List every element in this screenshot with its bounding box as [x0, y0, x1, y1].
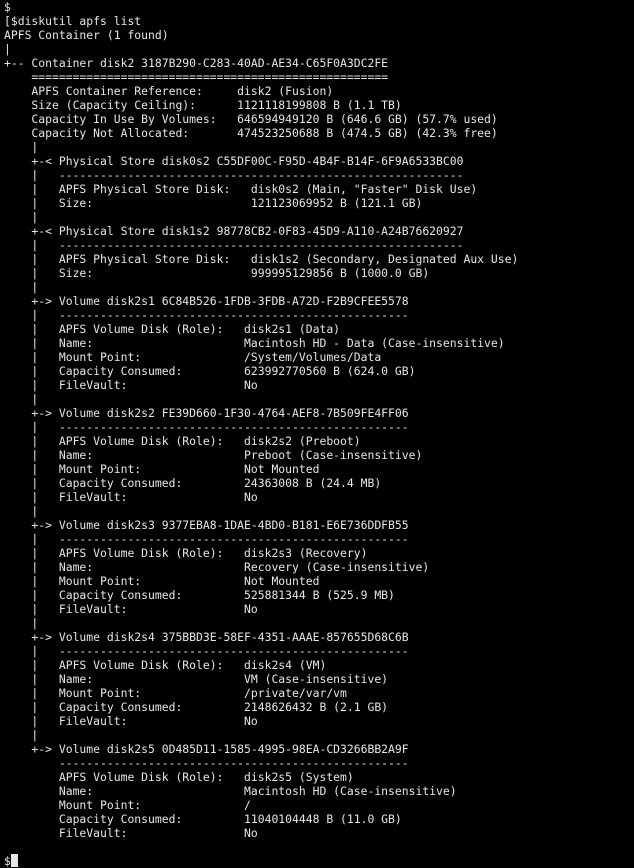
- terminal-line: | Capacity Consumed: 623992770560 B (624.0 GB): [4, 364, 416, 378]
- terminal-line: +-> Volume disk2s4 375BBD3E-58EF-4351-AAAE-857655D68C6B: [4, 630, 409, 644]
- terminal-line: APFS Volume Disk (Role): disk2s5 (System): [4, 770, 354, 784]
- terminal-line: |: [4, 210, 39, 224]
- terminal-line: | Size: 121123069952 B (121.1 GB): [4, 196, 423, 210]
- terminal-line: | APFS Volume Disk (Role): disk2s1 (Data): [4, 322, 341, 336]
- terminal-line: | FileVault: No: [4, 714, 258, 728]
- terminal-line: +-> Volume disk2s1 6C84B526-1FDB-3FDB-A72D-F2B9CFEE5578: [4, 294, 409, 308]
- terminal-line: +-> Volume disk2s5 0D485D11-1585-4995-98EA-CD3266BB2A9F: [4, 742, 409, 756]
- terminal-line: ====================================================: [4, 70, 389, 84]
- terminal-line: FileVault: No: [4, 826, 258, 840]
- terminal-line: | Size: 999995129856 B (1000.0 GB): [4, 266, 430, 280]
- terminal-line: +-> Volume disk2s3 9377EBA8-1DAE-4BD0-B181-E6E736DDFB55: [4, 518, 409, 532]
- terminal-line: Size (Capacity Ceiling): 1121118199808 B (1.1 TB): [4, 98, 402, 112]
- terminal-line: |: [4, 504, 39, 518]
- terminal-line: |: [4, 616, 39, 630]
- terminal-line: |: [4, 728, 39, 742]
- terminal-line: | Capacity Consumed: 2148626432 B (2.1 GB): [4, 700, 389, 714]
- terminal-line: | ---------------------------------------------------: [4, 532, 409, 546]
- terminal-line: | FileVault: No: [4, 602, 258, 616]
- terminal-line: | -----------------------------------------------------------: [4, 168, 464, 182]
- prompt-text: $: [4, 854, 11, 868]
- terminal-line: ---------------------------------------------------: [4, 756, 409, 770]
- terminal-line: | APFS Volume Disk (Role): disk2s4 (VM): [4, 658, 327, 672]
- terminal-line: APFS Container (1 found): [4, 28, 169, 42]
- terminal-line: | APFS Physical Store Disk: disk1s2 (Secondary, Designated Aux Use): [4, 252, 519, 266]
- terminal-line: | Name: VM (Case-insensitive): [4, 672, 389, 686]
- prompt-line[interactable]: [4, 854, 634, 868]
- terminal-line: | ---------------------------------------------------: [4, 420, 409, 434]
- terminal-line: | APFS Volume Disk (Role): disk2s3 (Recovery): [4, 546, 368, 560]
- terminal-line: | FileVault: No: [4, 490, 258, 504]
- terminal-line: | Capacity Consumed: 24363008 B (24.4 MB): [4, 476, 382, 490]
- terminal-line: [4, 840, 634, 854]
- terminal-line: | Name: Preboot (Case-insensitive): [4, 448, 423, 462]
- terminal-line: | FileVault: No: [4, 378, 258, 392]
- terminal-line: | -----------------------------------------------------------: [4, 238, 464, 252]
- terminal-line: | Name: Recovery (Case-insensitive): [4, 560, 430, 574]
- terminal-line: | Mount Point: Not Mounted: [4, 574, 320, 588]
- terminal-line: | ---------------------------------------------------: [4, 644, 409, 658]
- terminal-line: |: [4, 42, 11, 56]
- terminal-line: | Mount Point: Not Mounted: [4, 462, 320, 476]
- terminal-line: +-< Physical Store disk1s2 98778CB2-0F83-45D9-A110-A24B76620927: [4, 224, 464, 238]
- terminal-line: Mount Point: /: [4, 798, 251, 812]
- terminal-line: | Name: Macintosh HD - Data (Case-insensitive): [4, 336, 505, 350]
- terminal-line: | Mount Point: /System/Volumes/Data: [4, 350, 382, 364]
- terminal-line: | APFS Physical Store Disk: disk0s2 (Main, "Faster" Disk Use): [4, 182, 478, 196]
- terminal-line: |: [4, 392, 39, 406]
- terminal-line: +-< Physical Store disk0s2 C55DF00C-F95D-4B4F-B14F-6F9A6533BC00: [4, 154, 464, 168]
- terminal-line: Capacity Consumed: 11040104448 B (11.0 GB): [4, 812, 402, 826]
- terminal-line: +-> Volume disk2s2 FE39D660-1F30-4764-AEF8-7B509FE4FF06: [4, 406, 409, 420]
- terminal-line: |: [4, 280, 39, 294]
- terminal-line: +-- Container disk2 3187B290-C283-40AD-AE34-C65F0A3DC2FE: [4, 56, 389, 70]
- terminal-line: | ---------------------------------------------------: [4, 308, 409, 322]
- terminal-line: [$diskutil apfs list: [4, 14, 142, 28]
- terminal-line: Name: Macintosh HD (Case-insensitive): [4, 784, 457, 798]
- terminal-line: |: [4, 140, 39, 154]
- terminal-line: | Capacity Consumed: 525881344 B (525.9 MB): [4, 588, 395, 602]
- terminal-line: Capacity Not Allocated: 474523250688 B (474.5 GB) (42.3% free): [4, 126, 498, 140]
- text-cursor: [11, 854, 18, 867]
- terminal-line: $: [4, 0, 11, 14]
- terminal-line: Capacity In Use By Volumes: 646594949120 B (646.6 GB) (57.7% used): [4, 112, 498, 126]
- terminal-line: | APFS Volume Disk (Role): disk2s2 (Preboot): [4, 434, 361, 448]
- terminal-line: | Mount Point: /private/var/vm: [4, 686, 347, 700]
- terminal-line: APFS Container Reference: disk2 (Fusion): [4, 84, 334, 98]
